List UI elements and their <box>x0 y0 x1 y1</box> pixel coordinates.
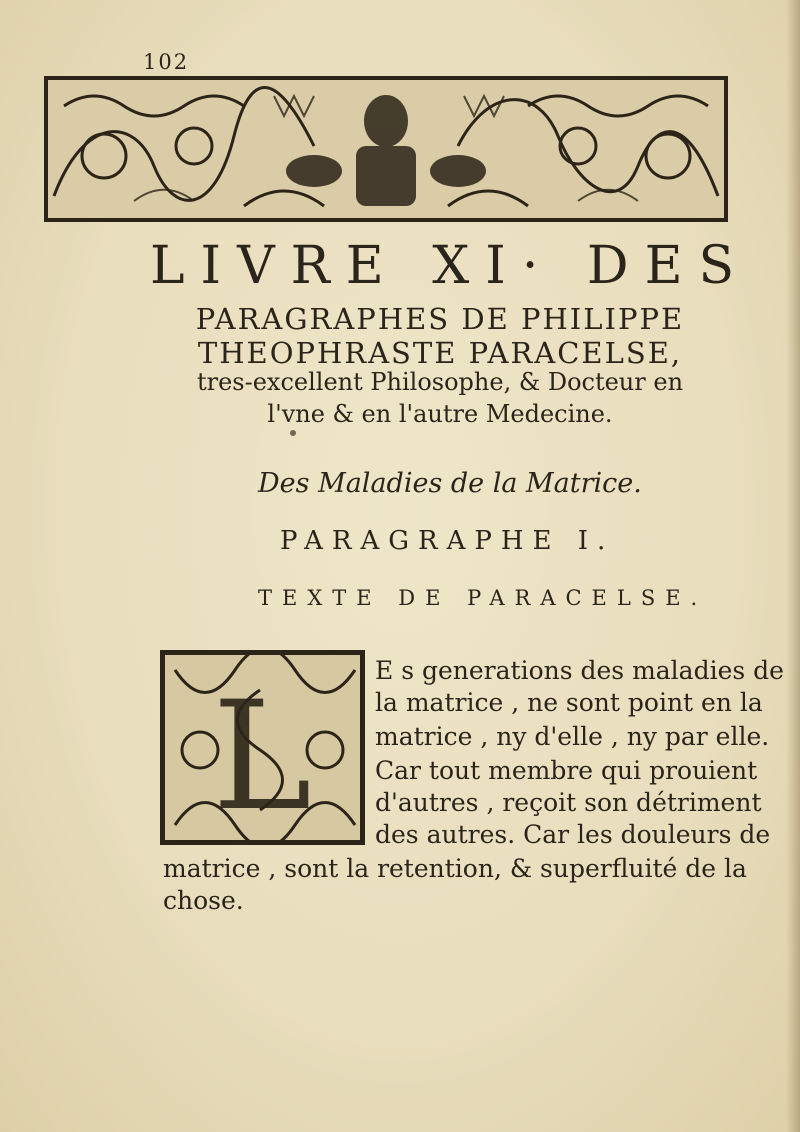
body-line-1: E s generations des maladies de <box>375 656 784 685</box>
paragraph-heading: PARAGRAPHE I. <box>280 526 615 556</box>
body-line-3: matrice , ny d'elle , ny par elle. <box>375 722 770 751</box>
body-line-5: d'autres , reçoit son détriment <box>375 788 762 817</box>
body-line-2: la matrice , ne sont point en la <box>375 688 763 717</box>
dropcap-letter: L <box>212 670 312 844</box>
headpiece-ornament-icon <box>44 76 728 222</box>
subtitle-line-1: PARAGRAPHES DE PHILIPPE <box>195 302 685 336</box>
subtitle-line-2: THEOPHRASTE PARACELSE, <box>197 336 683 370</box>
ornament-dot <box>290 430 296 436</box>
body-line-8: chose. <box>163 886 244 915</box>
text-heading: TEXTE DE PARACELSE. <box>258 586 708 610</box>
body-line-6: des autres. Car les douleurs de <box>375 820 771 849</box>
page-number: 102 <box>143 50 190 74</box>
section-title: Des Maladies de la Matrice. <box>258 468 642 499</box>
page-edge-shadow <box>786 0 800 1132</box>
body-line-7: matrice , sont la retention, & superfluité de la <box>163 854 747 883</box>
subtitle-line-4: l'vne & en l'autre Medecine. <box>267 400 613 428</box>
subtitle-line-3: tres-excellent Philosophe, & Docteur en <box>196 368 684 396</box>
dropcap-initial-icon <box>160 650 365 845</box>
body-line-4: Car tout membre qui prouient <box>375 756 758 785</box>
book-title: LIVRE XI· DES <box>150 236 751 296</box>
